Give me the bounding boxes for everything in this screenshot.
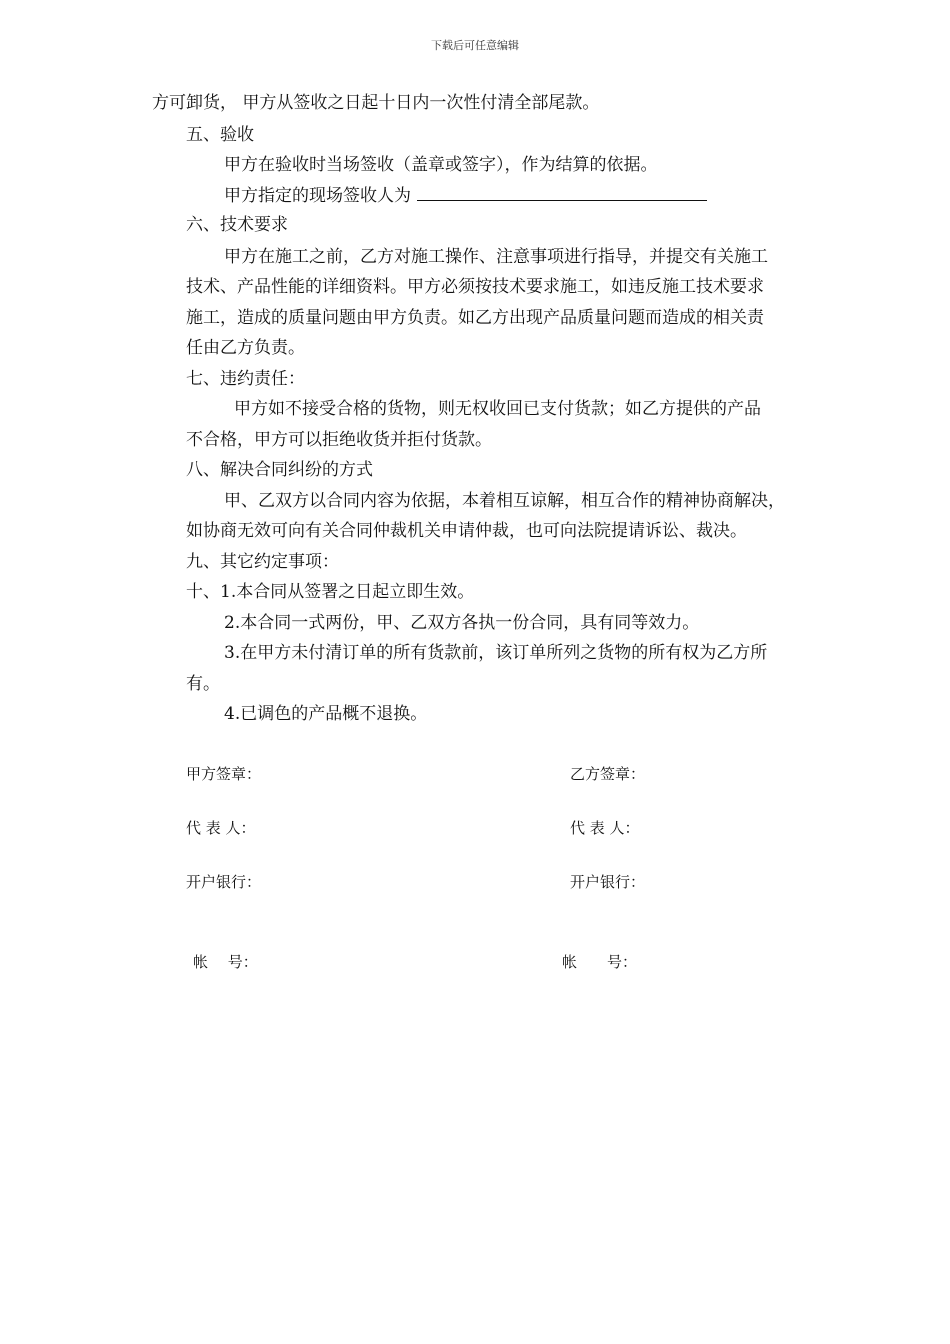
text-line: 3.在甲方未付清订单的所有货款前，该订单所列之货物的所有权为乙方所	[224, 643, 768, 663]
text-line: 任由乙方负责。	[186, 338, 305, 358]
signer-blank	[417, 184, 707, 201]
party-a-seal-label: 甲方签章：	[186, 765, 262, 783]
text-line: 如协商无效可向有关合同仲裁机关申请仲裁，也可向法院提请诉讼、裁决。	[186, 521, 747, 541]
signer-label: 甲方指定的现场签收人为	[224, 186, 411, 206]
text-line: 甲方如不接受合格的货物，则无权收回已支付货款；如乙方提供的产品	[234, 399, 761, 419]
section-heading-liability: 七、违约责任：	[186, 369, 305, 389]
text-line: 不合格，甲方可以拒绝收货并拒付货款。	[186, 430, 492, 450]
party-b-account-label: 帐 号：	[562, 953, 638, 971]
text-line: 甲方在验收时当场签收（盖章或签字），作为结算的依据。	[224, 155, 658, 175]
party-a-bank-label: 开户银行：	[186, 873, 262, 891]
text-line: 有。	[186, 674, 220, 694]
party-a-rep-label: 代 表 人：	[186, 819, 256, 837]
section-heading-technical: 六、技术要求	[186, 215, 288, 235]
page-header: 下载后可任意编辑	[431, 39, 519, 52]
text-line: 十、1.本合同从签署之日起立即生效。	[186, 582, 475, 602]
party-b-seal-label: 乙方签章：	[570, 765, 646, 783]
section-heading-disputes: 八、解决合同纠纷的方式	[186, 460, 373, 480]
section-heading-acceptance: 五、验收	[186, 125, 254, 145]
text-line: 甲、乙双方以合同内容为依据，本着相互谅解，相互合作的精神协商解决，	[224, 491, 785, 511]
text-line: 2.本合同一式两份，甲、乙双方各执一份合同，具有同等效力。	[224, 613, 700, 633]
text-line: 4.已调色的产品概不退换。	[224, 704, 428, 724]
text-line: 方可卸货， 甲方从签收之日起十日内一次性付清全部尾款。	[152, 93, 600, 113]
party-b-rep-label: 代 表 人：	[570, 819, 640, 837]
text-line: 技术、产品性能的详细资料。甲方必须按技术要求施工，如违反施工技术要求	[186, 277, 764, 297]
section-heading-other: 九、其它约定事项：	[186, 552, 339, 572]
party-b-bank-label: 开户银行：	[570, 873, 646, 891]
text-line: 甲方在施工之前，乙方对施工操作、注意事项进行指导，并提交有关施工	[224, 247, 768, 267]
signer-line	[224, 184, 707, 207]
text-line: 施工，造成的质量问题由甲方负责。如乙方出现产品质量问题而造成的相关责	[186, 308, 764, 328]
party-a-account-label: 帐 号：	[193, 953, 258, 971]
